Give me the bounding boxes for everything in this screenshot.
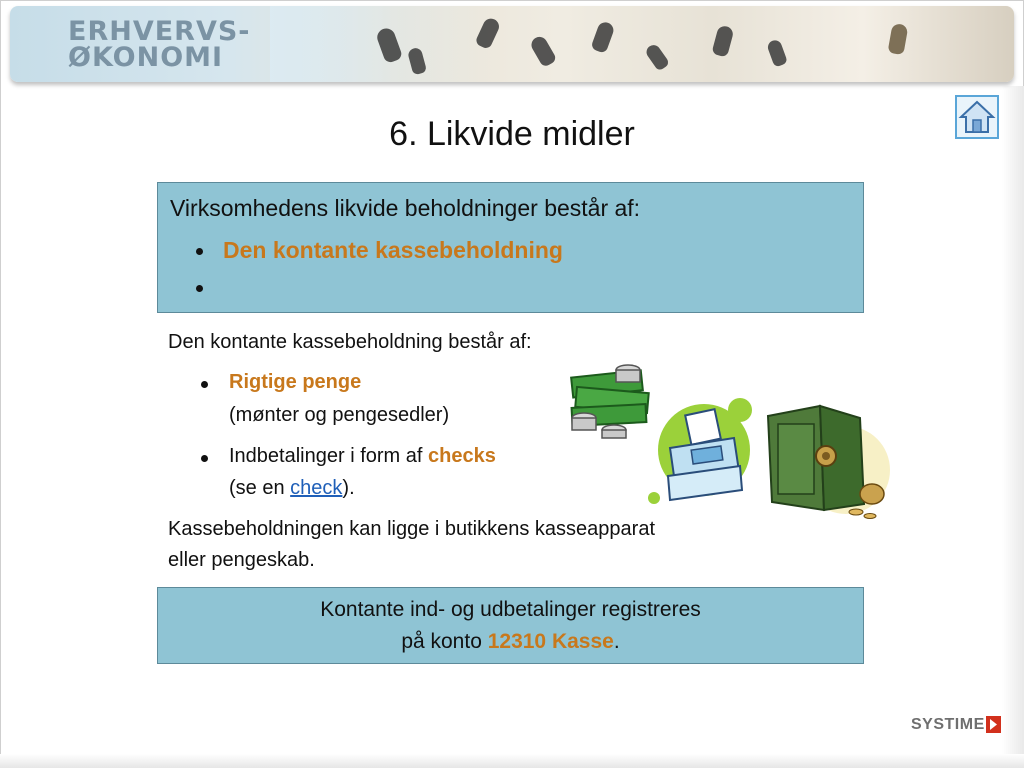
box2-line2-prefix: på konto (401, 630, 488, 653)
item2-detail-prefix: (se en (229, 477, 291, 499)
bullet-dot (196, 248, 203, 255)
bullet-dot (201, 381, 208, 388)
bullet-dot (201, 455, 208, 462)
header-banner (10, 6, 1014, 82)
item2-detail (229, 477, 355, 500)
frame-shadow-bottom (0, 754, 1024, 768)
cash-register-icon (648, 398, 758, 506)
box1-bullet-1: Den kontante kassebeholdning (223, 237, 563, 263)
item1-detail: (mønter og pengesedler) (229, 404, 450, 426)
check-link[interactable]: check (290, 477, 343, 499)
systime-arrow-icon[interactable] (986, 716, 1001, 733)
logo-line-1: ERHVERVS- (68, 16, 251, 47)
item2-highlight: checks (428, 445, 496, 467)
box2-line2-suffix: . (613, 630, 620, 653)
item1-title: Rigtige penge (229, 371, 362, 393)
item2-prefix: Indbetalinger i form af (229, 445, 428, 467)
systime-logo: SYSTIME (911, 716, 985, 733)
logo-line-2: ØKONOMI (68, 42, 224, 73)
para-line-1: Kassebeholdningen kan ligge i butikkens kasseapparat (168, 518, 656, 540)
account-code: 12310 Kasse (487, 630, 614, 653)
account-note-box (157, 587, 864, 664)
para-line-2: eller pengeskab. (168, 549, 315, 571)
frame-shadow-right (1002, 86, 1024, 754)
item2-line (229, 445, 496, 468)
slide-title: 6. Likvide midler (389, 115, 635, 153)
safe-icon (760, 398, 890, 524)
box2-line-2 (158, 630, 863, 654)
body-lead: Den kontante kassebeholdning består af: (168, 331, 532, 353)
box1-intro: Virksomhedens likvide beholdninger består af: (170, 195, 641, 221)
liquid-assets-box (157, 182, 864, 313)
item2-detail-suffix: ). (342, 477, 355, 499)
box2-line-1: Kontante ind- og udbetalinger registreres (320, 598, 701, 621)
money-stack-icon (566, 360, 658, 442)
bullet-dot (196, 285, 203, 292)
